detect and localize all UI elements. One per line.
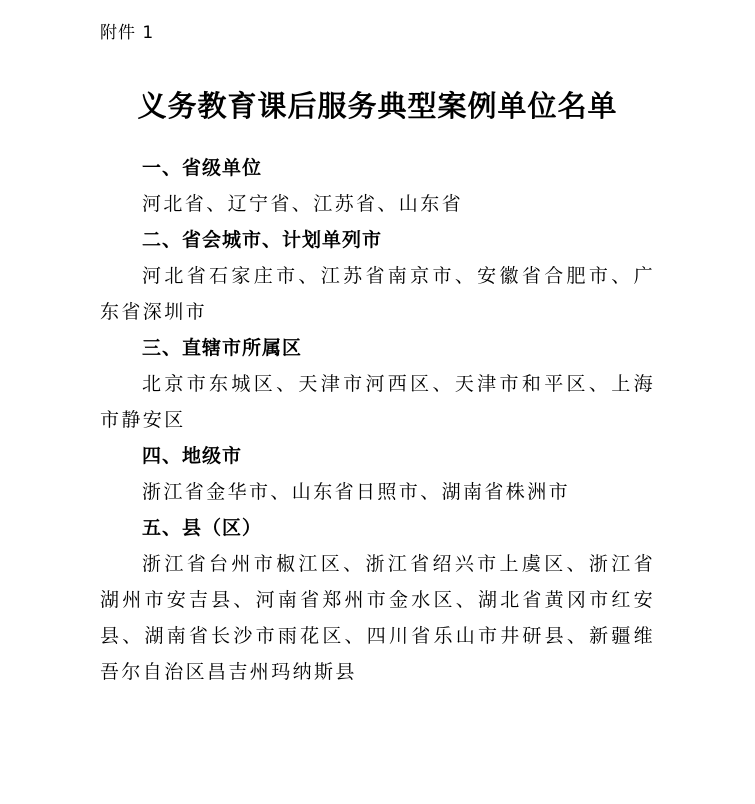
document-title: 义务教育课后服务典型案例单位名单: [137, 89, 618, 123]
document-body: [100, 150, 655, 690]
section-heading: 一、省级单位: [142, 157, 263, 179]
section-counties: [100, 510, 655, 690]
section-body: 浙江省台州市椒江区、浙江省绍兴市上虞区、浙江省湖州市安吉县、河南省郑州市金水区、湖北省黄冈市红安县、湖南省长沙市雨花区、四川省乐山市井研县、新疆维吾尔自治区昌吉州玛纳斯县: [100, 553, 655, 683]
section-provincial: [100, 150, 655, 222]
section-heading: 二、省会城市、计划单列市: [142, 229, 383, 251]
section-body: 河北省石家庄市、江苏省南京市、安徽省合肥市、广东省深圳市: [100, 265, 655, 323]
section-heading: 五、县（区）: [142, 517, 263, 539]
attachment-label: 附件 1: [100, 23, 155, 43]
section-prefecture-cities: [100, 438, 655, 510]
section-body: 河北省、辽宁省、江苏省、山东省: [142, 193, 464, 215]
section-municipal-districts: [100, 330, 655, 438]
section-capital-cities: [100, 222, 655, 330]
section-heading: 三、直辖市所属区: [142, 337, 303, 359]
section-heading: 四、地级市: [142, 445, 243, 467]
section-body: 北京市东城区、天津市河西区、天津市和平区、上海市静安区: [100, 373, 655, 431]
section-body: 浙江省金华市、山东省日照市、湖南省株洲市: [142, 481, 571, 503]
